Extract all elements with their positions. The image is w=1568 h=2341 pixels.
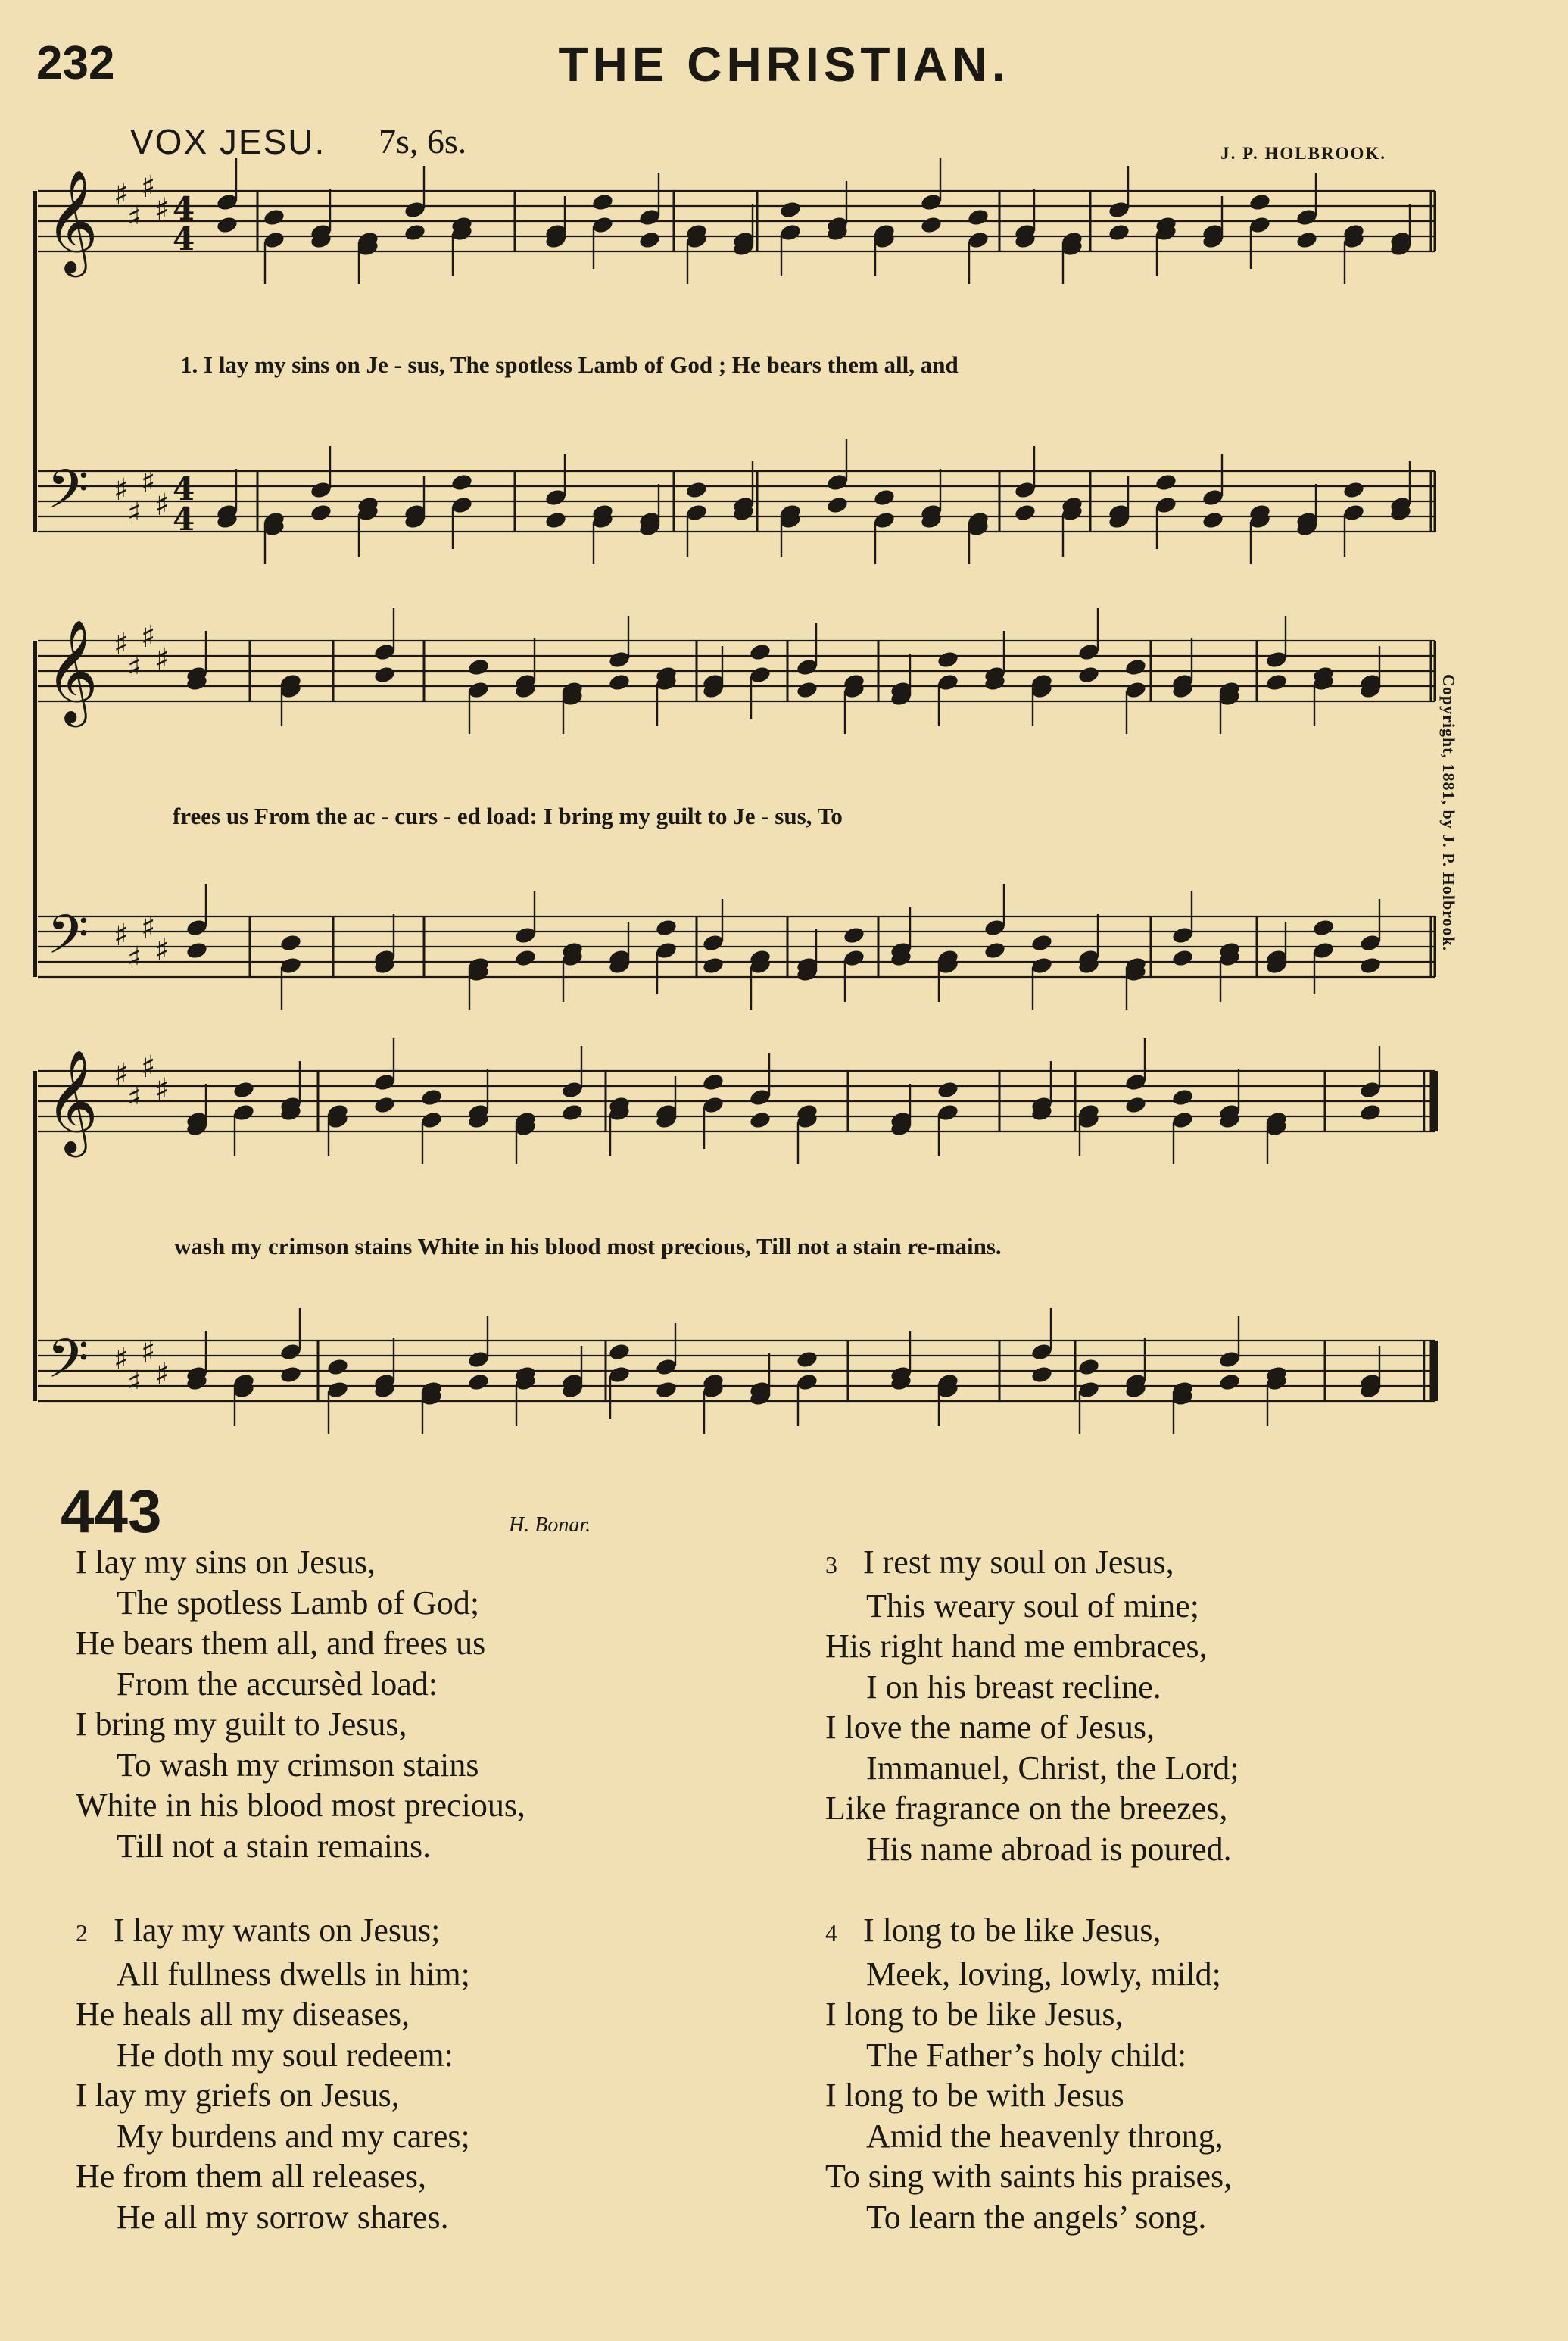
note-head — [1171, 925, 1195, 945]
note-head — [1030, 1342, 1054, 1362]
sharp-icon: ♯ — [154, 1357, 170, 1392]
stanza-line: My burdens and my cares; — [117, 2117, 470, 2155]
note-head — [373, 1072, 397, 1092]
note-head — [232, 1080, 256, 1100]
note-head — [1359, 1080, 1383, 1100]
stanza-line: His right hand me embraces, — [825, 1628, 1208, 1665]
note-head — [608, 673, 631, 692]
note-head — [1202, 488, 1225, 507]
note-head — [796, 680, 819, 700]
note-head — [591, 215, 615, 235]
note-head — [937, 673, 960, 692]
note-head — [937, 1103, 960, 1122]
note-head — [608, 1342, 631, 1362]
note-head — [984, 918, 1007, 938]
stanza-line: I rest my soul on Jesus, — [863, 1543, 1174, 1581]
note-head — [1248, 192, 1272, 212]
note-head — [1342, 480, 1366, 500]
note-head — [685, 480, 709, 500]
note-head — [232, 1103, 256, 1122]
note-head — [450, 473, 474, 492]
stanza-number: 2 — [76, 1919, 88, 1946]
bass-clef-icon: 𝄢 — [47, 1328, 89, 1403]
note-head — [826, 473, 849, 492]
hymn-author: H. Bonar. — [509, 1513, 591, 1537]
page-number: 232 — [36, 37, 115, 89]
time-signature: 4 — [173, 190, 195, 227]
note-head — [373, 1095, 397, 1115]
note-head — [1124, 657, 1148, 677]
sharp-icon: ♯ — [127, 1080, 142, 1115]
sharp-icon: ♯ — [141, 1334, 156, 1369]
note-head — [779, 200, 803, 220]
note-head — [702, 1095, 725, 1115]
note-head — [843, 948, 866, 968]
note-head — [655, 1357, 678, 1377]
note-head — [1218, 1350, 1242, 1369]
note-head — [1077, 665, 1101, 685]
stanza-line: He heals all my diseases, — [76, 1996, 410, 2033]
stanza-2 — [76, 1910, 470, 2237]
note-head — [608, 650, 631, 670]
note-head — [655, 918, 678, 938]
note-head — [561, 1103, 584, 1122]
sharp-icon: ♯ — [127, 1365, 142, 1400]
note-head — [404, 200, 427, 220]
note-head — [404, 223, 427, 242]
meter: 7s, 6s. — [379, 122, 467, 161]
stanza-line: Like fragrance on the breezes, — [825, 1790, 1228, 1827]
stanza-line: I love the name of Jesus, — [825, 1709, 1155, 1746]
note-head — [544, 488, 568, 507]
note-head — [1077, 1357, 1101, 1377]
note-head — [796, 1350, 819, 1369]
note-head — [279, 1342, 303, 1362]
note-head — [1171, 1110, 1195, 1130]
note-head — [1202, 510, 1225, 530]
system-1-lyrics: 1. I lay my sins on Je - sus, The spotless Lamb of God ; He bears them all, and — [180, 351, 959, 378]
sharp-icon: ♯ — [114, 177, 129, 212]
note-head — [420, 1110, 444, 1130]
note-head — [702, 1072, 725, 1092]
stanza-line: The spotless Lamb of God; — [117, 1584, 480, 1622]
note-head — [514, 925, 538, 945]
note-head — [467, 1372, 491, 1392]
note-head — [702, 933, 725, 953]
note-head — [326, 1380, 350, 1400]
note-head — [514, 948, 538, 968]
note-head — [279, 956, 303, 975]
note-head — [1171, 948, 1195, 968]
stanza-line: He doth my soul redeem: — [117, 2036, 454, 2074]
stanza-number: 3 — [825, 1551, 837, 1578]
stanza-line: To wash my crimson stains — [117, 1746, 479, 1784]
sharp-icon: ♯ — [141, 620, 156, 654]
stanza-line: His name abroad is poured. — [866, 1830, 1232, 1868]
note-head — [1108, 223, 1131, 242]
note-head — [967, 230, 990, 250]
stanza-line: The Father’s holy child: — [866, 2036, 1187, 2074]
time-signature: 4 — [173, 501, 195, 538]
note-head — [185, 918, 209, 938]
note-head — [638, 230, 662, 250]
copyright-note: Copyright, 1881, by J. P. Holbrook. — [1439, 674, 1458, 952]
stanza-line: Immanuel, Christ, the Lord; — [866, 1749, 1239, 1787]
sharp-icon: ♯ — [154, 1072, 170, 1107]
note-head — [779, 223, 803, 242]
note-head — [749, 1110, 772, 1130]
system-2-lyrics: frees us From the ac - curs - ed load: I bring my guilt to Je - sus, To — [173, 803, 843, 829]
stanza-line: I long to be with Jesus — [825, 2077, 1124, 2114]
stanza-line: To sing with saints his praises, — [825, 2158, 1233, 2195]
note-head — [749, 665, 772, 685]
note-head — [1030, 1365, 1054, 1384]
note-head — [310, 480, 333, 500]
note-head — [702, 956, 725, 975]
note-head — [467, 1350, 491, 1369]
composer: J. P. HOLBROOK. — [1220, 144, 1386, 163]
note-head — [326, 1357, 350, 1377]
note-head — [638, 208, 662, 227]
sharp-icon: ♯ — [114, 1057, 129, 1092]
note-head — [749, 642, 772, 662]
stanza-1 — [76, 1542, 525, 1866]
sharp-icon: ♯ — [127, 941, 142, 975]
treble-clef-icon: 𝄞 — [45, 168, 98, 273]
sharp-icon: ♯ — [127, 200, 142, 235]
note-head — [1342, 503, 1366, 523]
note-head — [1030, 956, 1054, 975]
stanza-line: I lay my sins on Jesus, — [76, 1543, 376, 1581]
time-signature: 4 — [173, 470, 195, 507]
stanza-line: To learn the angels’ song. — [866, 2198, 1207, 2236]
note-head — [310, 503, 333, 523]
note-head — [1265, 673, 1289, 692]
sharp-icon: ♯ — [114, 1342, 129, 1377]
stanza-line: I lay my wants on Jesus; — [114, 1912, 441, 1949]
stanza-line: He bears them all, and frees us — [76, 1625, 486, 1662]
note-head — [1155, 473, 1178, 492]
note-head — [216, 192, 239, 212]
note-head — [1295, 208, 1319, 227]
note-head — [1155, 495, 1178, 515]
bass-clef-icon: 𝄢 — [47, 904, 89, 979]
stanza-line: Meek, loving, lowly, mild; — [866, 1955, 1221, 1993]
note-head — [920, 192, 943, 212]
note-head — [216, 215, 239, 235]
note-head — [608, 1365, 631, 1384]
stanza-3 — [825, 1542, 1239, 1869]
sharp-icon: ♯ — [114, 627, 129, 662]
note-head — [655, 941, 678, 960]
note-head — [920, 215, 943, 235]
sharp-icon: ♯ — [141, 1050, 156, 1085]
note-head — [591, 192, 615, 212]
sharp-icon: ♯ — [154, 192, 170, 227]
note-head — [1077, 1380, 1101, 1400]
note-head — [1359, 1103, 1383, 1122]
note-head — [1077, 642, 1101, 662]
note-head — [1030, 933, 1054, 953]
note-head — [467, 680, 491, 700]
note-head — [1265, 650, 1289, 670]
treble-clef-icon: 𝄞 — [45, 1048, 98, 1153]
note-head — [984, 941, 1007, 960]
sharp-icon: ♯ — [154, 642, 170, 677]
stanza-line: This weary soul of mine; — [866, 1587, 1199, 1625]
note-head — [263, 208, 286, 227]
note-head — [843, 925, 866, 945]
stanza-line: From the accursèd load: — [117, 1665, 438, 1703]
note-head — [373, 642, 397, 662]
sharp-icon: ♯ — [141, 910, 156, 945]
stanza-line: I lay my griefs on Jesus, — [76, 2077, 400, 2114]
note-head — [1359, 956, 1383, 975]
note-head — [1312, 918, 1336, 938]
stanza-line: I on his breast recline. — [866, 1668, 1161, 1706]
note-head — [1124, 1072, 1148, 1092]
sharp-icon: ♯ — [127, 495, 142, 530]
stanza-line: He from them all releases, — [76, 2158, 427, 2195]
note-head — [1014, 503, 1037, 523]
note-head — [263, 230, 286, 250]
stanza-4 — [825, 1910, 1232, 2237]
note-head — [685, 503, 709, 523]
stanza-number: 4 — [825, 1919, 837, 1946]
stanza-line: He all my sorrow shares. — [117, 2198, 449, 2236]
note-head — [1295, 230, 1319, 250]
note-head — [185, 941, 209, 960]
sharp-icon: ♯ — [114, 918, 129, 953]
note-head — [544, 510, 568, 530]
stanza-line: All fullness dwells in him; — [117, 1955, 470, 1993]
note-head — [1108, 200, 1131, 220]
note-head — [1248, 215, 1272, 235]
sharp-icon: ♯ — [127, 650, 142, 685]
stanza-line: I long to be like Jesus, — [863, 1912, 1161, 1949]
note-head — [937, 650, 960, 670]
note-head — [467, 657, 491, 677]
bass-clef-icon: 𝄢 — [47, 458, 89, 534]
stanza-line: White in his blood most precious, — [76, 1787, 525, 1824]
note-head — [1014, 480, 1037, 500]
note-head — [1124, 680, 1148, 700]
note-head — [967, 208, 990, 227]
note-head — [1312, 941, 1336, 960]
note-head — [873, 510, 896, 530]
note-head — [796, 657, 819, 677]
section-title: THE CHRISTIAN. — [558, 37, 1010, 92]
hymn-number: 443 — [61, 1478, 162, 1545]
sharp-icon: ♯ — [154, 488, 170, 523]
note-head — [1218, 1372, 1242, 1392]
stanza-line: I long to be like Jesus, — [825, 1996, 1124, 2033]
system-3-lyrics: wash my crimson stains White in his blood most precious, Till not a stain re-mains. — [174, 1233, 1002, 1259]
sharp-icon: ♯ — [141, 170, 156, 204]
note-head — [279, 1365, 303, 1384]
note-head — [420, 1088, 444, 1107]
time-signature: 4 — [173, 220, 195, 258]
note-head — [561, 1080, 584, 1100]
stanza-line: I bring my guilt to Jesus, — [76, 1706, 407, 1743]
stanza-line: Till not a stain remains. — [117, 1827, 432, 1865]
stanza-line: Amid the heavenly throng, — [866, 2117, 1224, 2155]
note-head — [937, 1080, 960, 1100]
note-head — [1124, 1095, 1148, 1115]
note-head — [279, 933, 303, 953]
note-head — [1359, 933, 1383, 953]
note-head — [826, 495, 849, 515]
note-head — [873, 488, 896, 507]
note-head — [796, 1372, 819, 1392]
sharp-icon: ♯ — [154, 933, 170, 968]
tune-name: VOX JESU. — [130, 122, 326, 161]
note-head — [1171, 1088, 1195, 1107]
sharp-icon: ♯ — [114, 473, 129, 507]
note-head — [373, 665, 397, 685]
note-head — [655, 1380, 678, 1400]
note-head — [749, 1088, 772, 1107]
treble-clef-icon: 𝄞 — [45, 618, 98, 723]
note-head — [450, 495, 474, 515]
sharp-icon: ♯ — [141, 465, 156, 500]
